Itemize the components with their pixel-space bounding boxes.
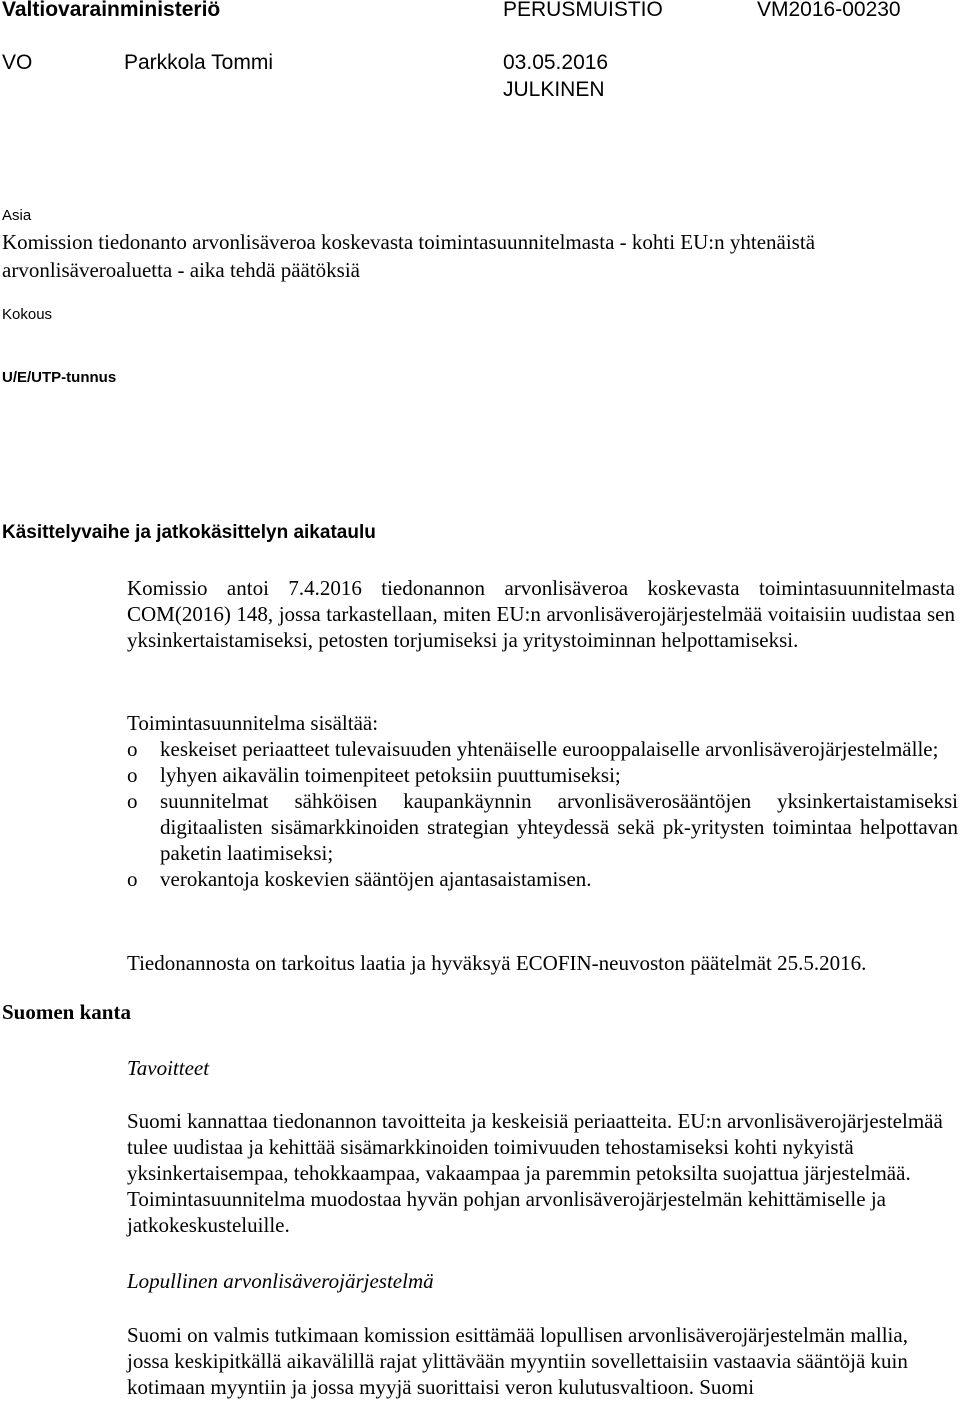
uetp-id-label: U/E/UTP-tunnus — [2, 369, 117, 386]
list-item — [124, 736, 958, 762]
list-item-text: suunnitelmat sähköisen kaupankäynnin arvonlisäverosääntöjen yksinkertaistamiseksi digitaalisten sisämarkkinoiden strategian yhteydessä sekä pk-yritysten toimintaa helpottavan paketin laatimiseksi; — [160, 789, 958, 865]
final-vat-system-paragraph: Suomi on valmis tutkimaan komission esittämää lopullisen arvonlisäverojärjestelmän mallia, jossa keskipitkällä aikavälillä rajat ylittävään myyntiin sovellettaisiin vastaavia sääntöjä kuin kotimaan myyntiin ja jossa myyjä suorittaisi veron kulutusvaltioon. Suomi — [127, 1323, 908, 1399]
author-name: Parkkola Tommi — [124, 51, 273, 74]
publicity-status: JULKINEN — [503, 78, 605, 101]
goals-heading: Tavoitteet — [127, 1056, 210, 1080]
list-item-text: verokantoja koskevien sääntöjen ajantasaistamisen. — [160, 867, 592, 891]
document-type: PERUSMUISTIO — [503, 0, 663, 21]
final-vat-system-heading: Lopullinen arvonlisäverojärjestelmä — [127, 1269, 434, 1293]
bullet-marker: o — [127, 789, 138, 813]
bullet-marker: o — [127, 737, 138, 761]
list-item — [124, 762, 958, 788]
stage-paragraph: Komissio antoi 7.4.2016 tiedonannon arvonlisäveroa koskevasta toimintasuunnitelmasta COM(2016) 148, jossa tarkastellaan, miten EU:n arvonlisäverojärjestelmää voitaisiin uudistaa sen yksinkertaistamiseksi, petosten torjumiseksi ja yritystoiminnan helpottamiseksi. — [127, 576, 955, 652]
bullet-marker: o — [127, 763, 138, 787]
subject-label: Asia — [2, 207, 32, 224]
ministry-name: Valtiovarainministeriö — [2, 0, 221, 21]
document-date: 03.05.2016 — [503, 51, 609, 74]
department-unit: VO — [2, 51, 33, 74]
ecofin-paragraph: Tiedonannosta on tarkoitus laatia ja hyväksyä ECOFIN-neuvoston päätelmät 25.5.2016. — [127, 951, 867, 975]
bullet-marker: o — [127, 867, 138, 891]
action-plan-intro: Toimintasuunnitelma sisältää: — [127, 711, 379, 735]
list-item — [124, 788, 958, 866]
list-item-text: lyhyen aikavälin toimenpiteet petoksiin puuttumiseksi; — [160, 763, 621, 787]
list-item — [124, 866, 958, 892]
document-number: VM2016-00230 — [757, 0, 901, 21]
list-item-text: keskeiset periaatteet tulevaisuuden yhtenäiselle eurooppalaiselle arvonlisäverojärjestelmälle; — [160, 737, 939, 761]
subject-title: Komission tiedonanto arvonlisäveroa koskevasta toimintasuunnitelmasta - kohti EU:n yhtenäistä arvonlisäveroaluetta - aika tehdä päätöksiä — [2, 230, 816, 282]
action-plan-list — [124, 736, 958, 892]
processing-stage-heading: Käsittelyvaihe ja jatkokäsittelyn aikataulu — [2, 522, 376, 543]
finland-position-heading: Suomen kanta — [2, 1000, 131, 1024]
goals-paragraph: Suomi kannattaa tiedonannon tavoitteita ja keskeisiä periaatteita. EU:n arvonlisäverojärjestelmää tulee uudistaa ja kehittää sisämarkkinoiden toimivuuden tehostamiseksi kohti nykyistä yksinkertaisempaa, tehokkaampaa, vakaampaa ja paremmin petoksilta suojattua järjestelmää. Toimintasuunnitelma muodostaa hyvän pohjan arvonlisäverojärjestelmän kehittämiselle ja jatkokeskusteluille. — [127, 1109, 943, 1237]
meeting-label: Kokous — [2, 306, 53, 323]
